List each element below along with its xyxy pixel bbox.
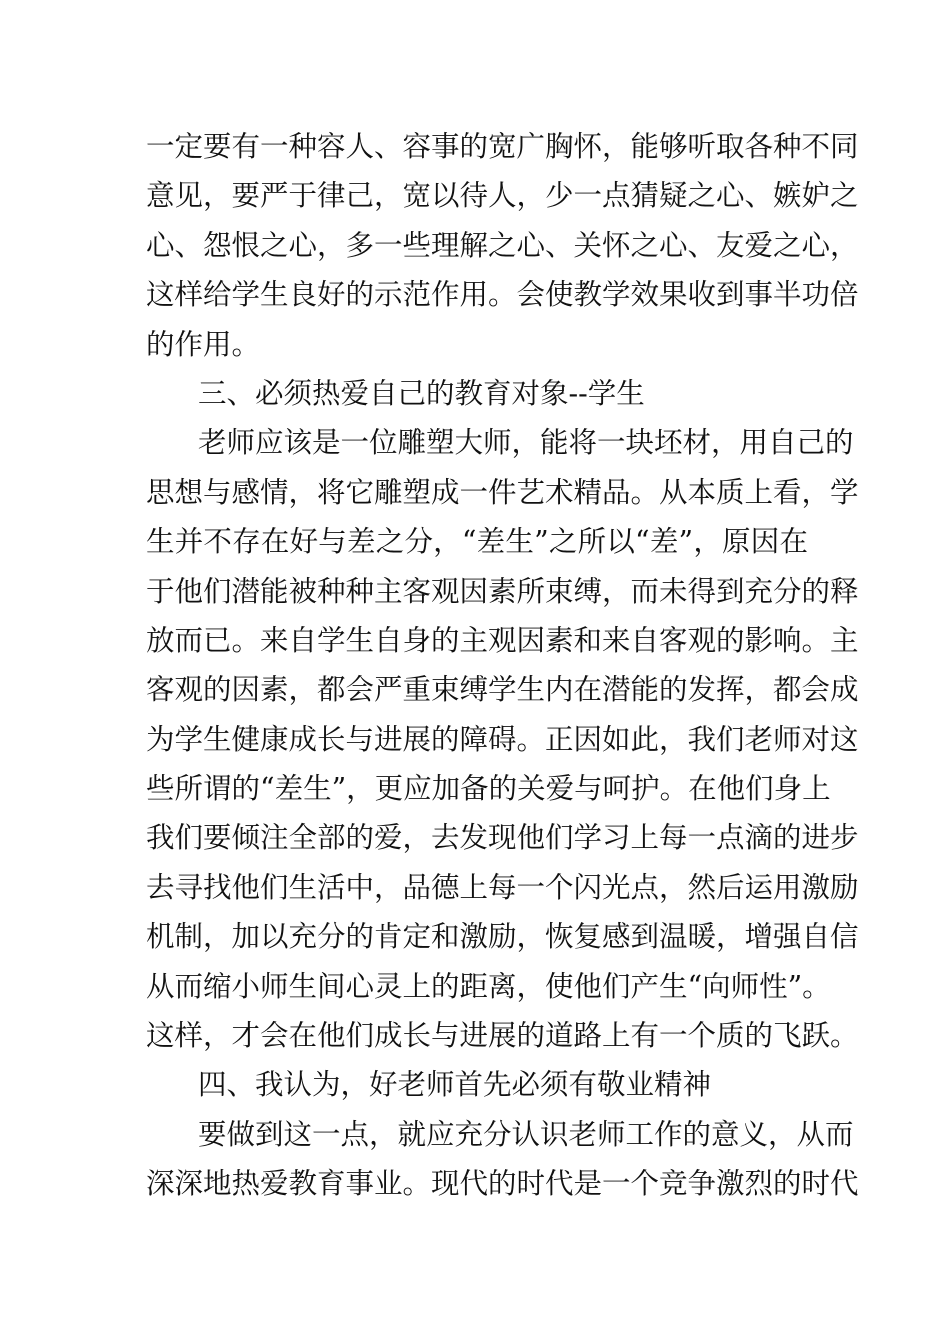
section-heading: 三、必须热爱自己的教育对象--学生 (198, 376, 645, 410)
text-line: 心、怨恨之心，多一些理解之心、关怀之心、友爱之心， (146, 228, 859, 262)
text-line: 思想与感情，将它雕塑成一件艺术精品。从本质上看，学 (146, 475, 859, 509)
section-heading: 四、我认为，好老师首先必须有敬业精神 (198, 1068, 712, 1102)
text-line: 为学生健康成长与进展的障碍。正因如此，我们老师对这 (146, 722, 859, 756)
text-line: 深深地热爱教育事业。现代的时代是一个竞争激烈的时代 (146, 1167, 859, 1201)
text-line: 这样给学生良好的示范作用。会使教学效果收到事半功倍 (146, 278, 859, 312)
text-line: 要做到这一点，就应充分认识老师工作的意义，从而 (198, 1117, 854, 1151)
text-line: 于他们潜能被种种主客观因素所束缚，而未得到充分的释 (146, 574, 859, 608)
text-line: 意见，要严于律己，宽以待人，少一点猜疑之心、嫉妒之 (146, 179, 859, 213)
text-line: 从而缩小师生间心灵上的距离，使他们产生“向师性”。 (146, 969, 831, 1003)
text-line: 一定要有一种容人、容事的宽广胸怀，能够听取各种不同 (146, 130, 859, 163)
text-line: 去寻找他们生活中，品德上每一个闪光点，然后运用激励 (146, 870, 859, 904)
text-line: 的作用。 (146, 327, 261, 361)
text-line: 客观的因素，都会严重束缚学生内在潜能的发挥，都会成 (146, 673, 859, 707)
text-line: 老师应该是一位雕塑大师，能将一块坯材，用自己的 (198, 426, 854, 460)
text-line: 些所谓的“差生”，更应加备的关爱与呵护。在他们身上 (146, 772, 831, 806)
text-line: 生并不存在好与差之分，“差生”之所以“差”，原因在 (146, 525, 808, 559)
text-line: 我们要倾注全部的爱，去发现他们学习上每一点滴的进步 (146, 821, 859, 855)
text-line: 这样，才会在他们成长与进展的道路上有一个质的飞跃。 (146, 1019, 859, 1053)
text-line: 机制，加以充分的肯定和激励，恢复感到温暖，增强自信 (146, 920, 859, 954)
body-text (146, 122, 859, 1209)
text-line: 放而已。来自学生自身的主观因素和来自客观的影响。主 (146, 623, 859, 657)
